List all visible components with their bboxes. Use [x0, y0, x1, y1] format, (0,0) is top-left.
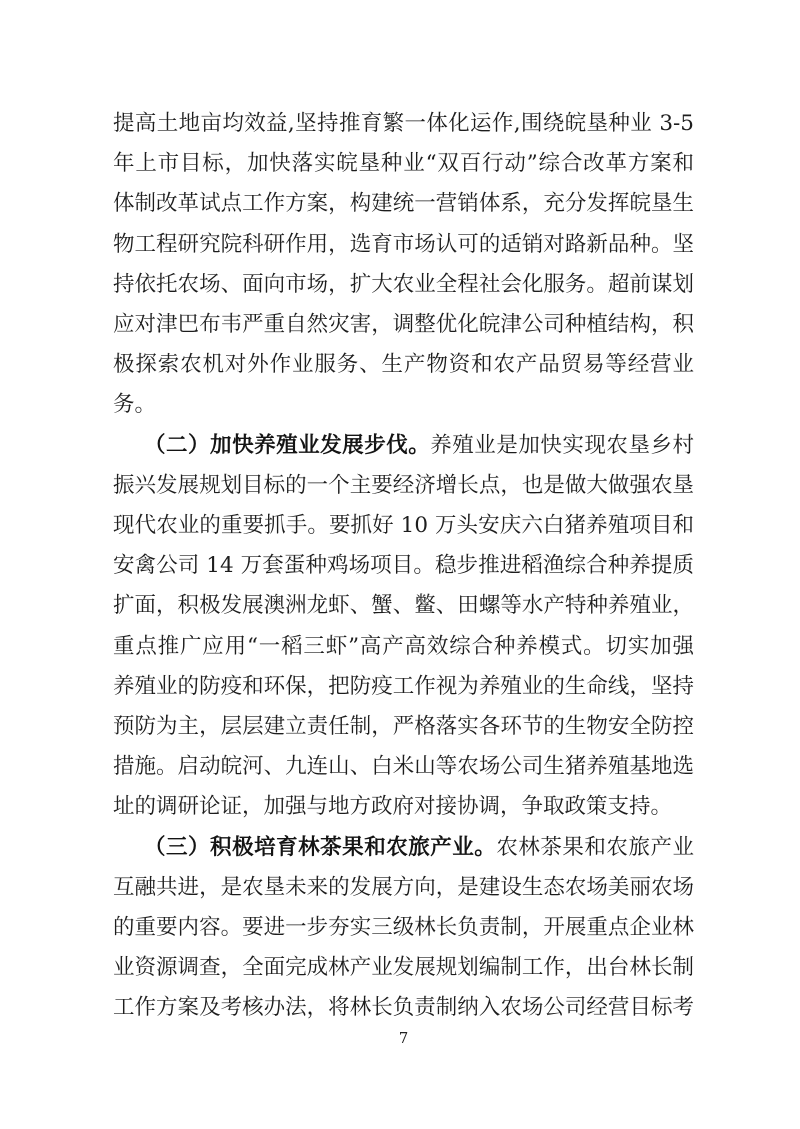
body-text: 养殖业的防疫和环保，把防疫工作视为养殖业的生命线，坚持 [113, 673, 694, 699]
text-line [113, 546, 694, 586]
text-line [113, 385, 694, 425]
text-line [113, 184, 694, 224]
body-text: 农林茶果和农旅产业 [496, 834, 694, 860]
text-line [113, 586, 694, 626]
body-text: 扩面，积极发展澳洲龙虾、蟹、鳖、田螺等水产特种养殖业， [113, 593, 694, 619]
heading-text: （二）加快养殖业发展步伐。 [144, 432, 431, 458]
heading-text: （三）积极培育林茶果和农旅产业。 [144, 834, 497, 860]
text-line [113, 868, 694, 908]
body-text: 重点推广应用“一稻三虾”高产高效综合种养模式。切实加强 [113, 633, 694, 659]
text-line [113, 506, 694, 546]
page-number: 7 [398, 1029, 409, 1047]
text-line [113, 305, 694, 345]
body-text: 互融共进，是农垦未来的发展方向，是建设生态农场美丽农场 [113, 874, 694, 900]
text-line [113, 667, 694, 707]
paragraph [113, 426, 694, 828]
body-text: 现代农业的重要抓手。要抓好 10 万头安庆六白猪养殖项目和 [113, 513, 694, 539]
body-text: 预防为主，层层建立责任制，严格落实各环节的生物安全防控 [113, 714, 694, 740]
body-text: 养殖业是加快实现农垦乡村 [430, 432, 694, 458]
body-text: 应对津巴布韦严重自然灾害，调整优化皖津公司种植结构，积 [113, 312, 694, 338]
body-text: 持依托农场、面向市场，扩大农业全程社会化服务。超前谋划 [113, 271, 694, 297]
body-text: 物工程研究院科研作用，选育市场认可的适销对路新品种。坚 [113, 231, 694, 257]
paragraph [113, 828, 694, 1029]
text-line [113, 345, 694, 385]
text-line [113, 225, 694, 265]
body-text: 工作方案及考核办法，将林长负责制纳入农场公司经营目标考 [113, 995, 694, 1021]
document-body [113, 104, 694, 1029]
body-text: 业资源调查，全面完成林产业发展规划编制工作，出台林长制 [113, 955, 694, 981]
text-line [113, 104, 694, 144]
body-text: 址的调研论证，加强与地方政府对接协调，争取政策支持。 [113, 794, 673, 820]
text-line [113, 787, 694, 827]
body-text: 振兴发展规划目标的一个主要经济增长点，也是做大做强农垦 [113, 472, 694, 498]
paragraph [113, 104, 694, 426]
text-line [113, 828, 694, 868]
text-line [113, 988, 694, 1028]
body-text: 年上市目标，加快落实皖垦种业“双百行动”综合改革方案和 [113, 151, 694, 177]
text-line [113, 466, 694, 506]
body-text: 务。 [113, 392, 157, 418]
body-text: 体制改革试点工作方案，构建统一营销体系，充分发挥皖垦生 [113, 191, 694, 217]
text-line [113, 426, 694, 466]
text-line [113, 144, 694, 184]
text-line [113, 265, 694, 305]
text-line [113, 627, 694, 667]
text-line [113, 908, 694, 948]
body-text: 的重要内容。要进一步夯实三级林长负责制，开展重点企业林 [113, 915, 694, 941]
body-text: 措施。启动皖河、九连山、白米山等农场公司生猪养殖基地选 [113, 754, 694, 780]
body-text: 极探索农机对外作业服务、生产物资和农产品贸易等经营业 [113, 352, 694, 378]
body-text: 安禽公司 14 万套蛋种鸡场项目。稳步推进稻渔综合种养提质 [113, 553, 694, 579]
text-line [113, 948, 694, 988]
text-line [113, 707, 694, 747]
body-text: 提高土地亩均效益,坚持推育繁一体化运作,围绕皖垦种业 3-5 [113, 111, 694, 136]
text-line [113, 747, 694, 787]
